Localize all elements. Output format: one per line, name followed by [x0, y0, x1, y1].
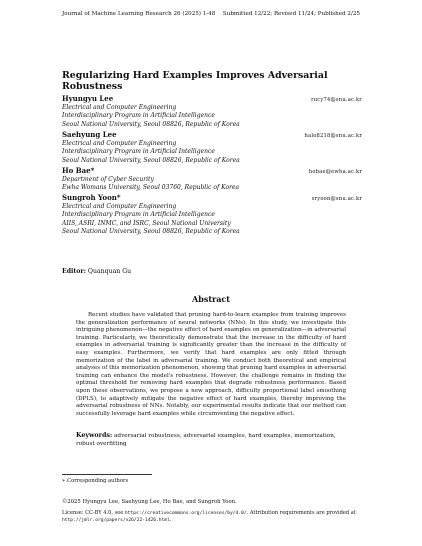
author-email: hobae@ewha.ac.kr [308, 169, 362, 175]
affiliation-line: Electrical and Computer Engineering [62, 104, 177, 112]
author-entry [62, 95, 362, 129]
corresponding-authors-footnote: ∗.Corresponding authors [62, 478, 129, 484]
editor-label: Editor: [62, 268, 86, 275]
affiliation-line: Interdisciplinary Program in Artificial Intelligence [62, 148, 215, 156]
license-line [62, 510, 362, 524]
author-email: halo8218@snu.ac.kr [304, 133, 362, 139]
affiliation-line: Electrical and Computer Engineering [62, 140, 177, 148]
footnote-divider [62, 474, 152, 475]
affiliation-line: Seoul National University, Seoul 08826, Republic of Korea [62, 227, 240, 235]
author-email: rucy74@snu.ac.kr [311, 97, 362, 103]
affiliation-line: Ewha Womans University, Seoul 03760, Republic of Korea [62, 184, 240, 192]
affiliation-line: Seoul National University, Seoul 08826, Republic of Korea [62, 120, 240, 128]
author-name: Ho Bae* [62, 166, 95, 175]
submission-dates: Submitted 12/22; Revised 11/24; Published 2/25 [222, 11, 360, 17]
copyright-line: ©2025 Hyungyu Lee, Saehyung Lee, Ho Bae, and Sungroh Yoon. [62, 499, 237, 505]
paper-title: Regularizing Hard Examples Improves Adversarial Robustness [62, 70, 328, 92]
author-entry [62, 131, 362, 165]
journal-citation: Journal of Machine Learning Research 26 (2025) 1-48 [62, 11, 216, 17]
license-middle: . Attribution requirements are provided at [246, 510, 356, 516]
license-prefix: License: CC-BY 4.0, see [62, 510, 125, 516]
editor-name: Quanquan Gu [87, 268, 132, 275]
affiliation-line: Department of Cyber Security [62, 176, 154, 184]
author-email: sryoon@snu.ac.kr [311, 196, 362, 202]
license-suffix: . [169, 517, 172, 523]
keywords-text: adversarial robustness, adversarial examples, hard examples, memorization, robust overfitting [76, 433, 336, 447]
affiliation-line: Seoul National University, Seoul 08826, Republic of Korea [62, 156, 240, 164]
author-name: Saehyung Lee [62, 130, 117, 139]
running-header [62, 11, 360, 17]
author-entry [62, 194, 362, 236]
keywords-line [76, 432, 346, 449]
keywords-label: Keywords: [76, 432, 113, 439]
abstract-heading: Abstract [192, 294, 230, 304]
affiliation-line: Interdisciplinary Program in Artificial Intelligence [62, 112, 215, 120]
author-name: Sungroh Yoon* [62, 193, 121, 202]
author-entry [62, 167, 362, 193]
affiliation-line: AIIS, ASRI, INMC, and ISRC, Seoul National University [62, 219, 231, 227]
affiliation-line: Electrical and Computer Engineering [62, 203, 177, 211]
abstract-text: Recent studies have validated that pruning hard-to-learn examples from training improves the generalization performance of neural networks (NNs). In this study, we investigate this intriguing phenomenon—the negative effect of hard examples on generalization—in adversarial training. Particularly, we theoretically demonstrate that the increase in the difficulty of hard examples in adversarial training is significantly greater than the increase in the difficulty of easy examples. Furthermore, we verify that hard examples are only fitted through memorization of the label in adversarial training. We conduct both theoretical and empirical analyses of this memorization phenomenon, showing that pruning hard examples in adversarial training can enhance the model's robustness. However, the challenge remains in finding the optimal threshold for removing hard examples that degrade robustness performance. Based upon these observations, we propose a new approach, difficulty proportional label smoothing (DPLS), to adaptively mitigate the negative effect of hard examples, thereby improving the adversarial robustness of NNs. Notably, our experimental results indicate that our method can successfully leverage hard examples while circumventing the negative effect. [76, 312, 346, 417]
paper-url-link[interactable]: http://jmlr.org/papers/v26/22-1426.html [62, 518, 170, 523]
author-name: Hyungyu Lee [62, 94, 114, 103]
editor-line [62, 268, 131, 275]
affiliation-line: Interdisciplinary Program in Artificial Intelligence [62, 211, 215, 219]
license-url-link[interactable]: https://creativecommons.org/licenses/by/4.0/ [124, 511, 247, 516]
